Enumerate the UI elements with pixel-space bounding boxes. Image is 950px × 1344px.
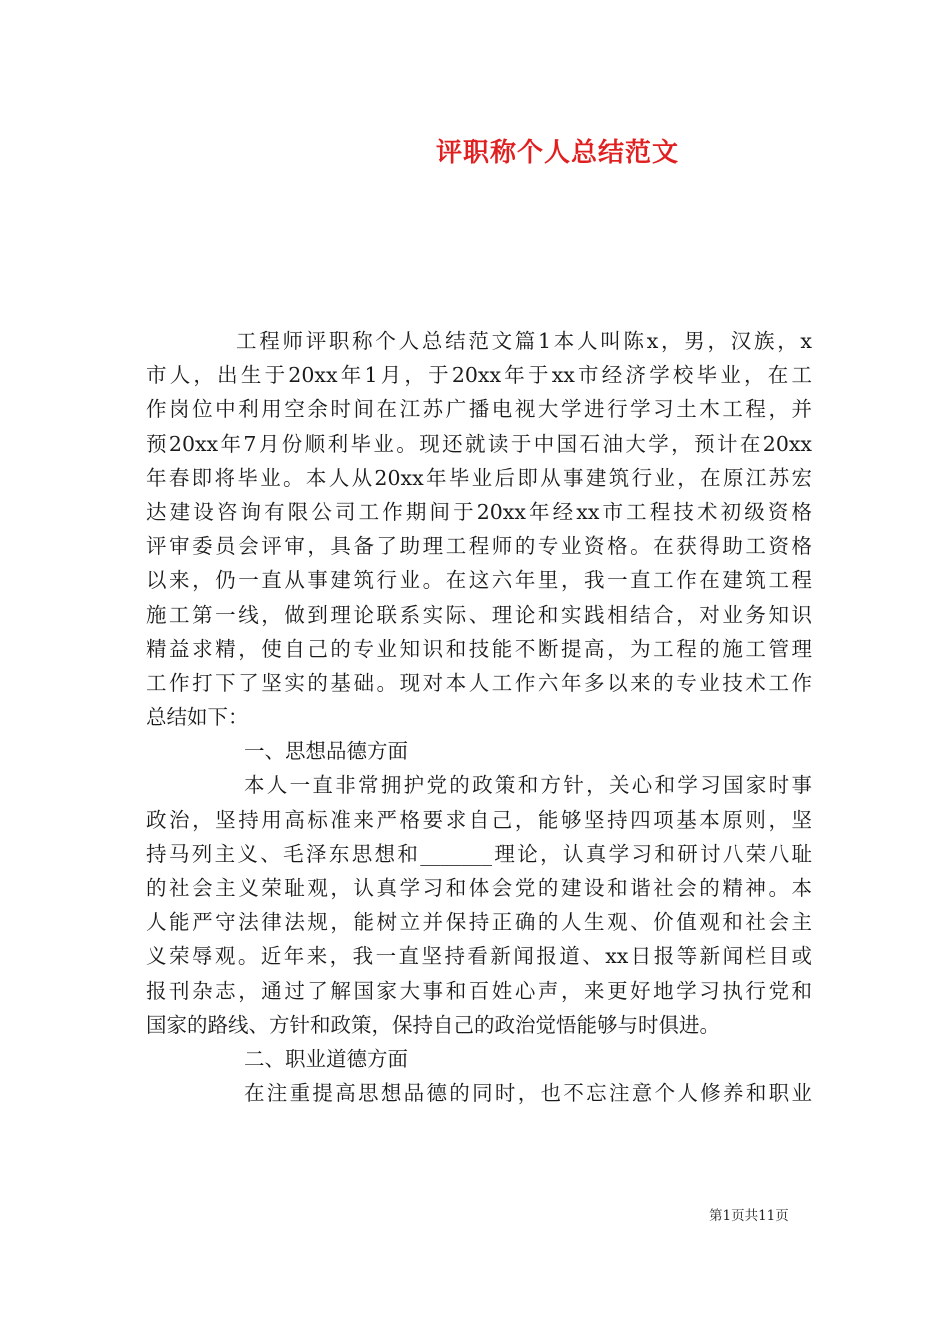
text-line: 二、职业道德方面 xyxy=(244,1046,408,1071)
text-line: 政治，坚持用高标准来严格要求自己，能够坚持四项基本原则，坚 xyxy=(146,807,812,832)
text-line: 本人一直非常拥护党的政策和方针，关心和学习国家时事 xyxy=(244,773,812,798)
text-line: 的社会主义荣耻观，认真学习和体会党的建设和谐社会的精神。本 xyxy=(146,876,812,900)
text-line: 年春即将毕业。本人从20xx年毕业后即从事建筑行业，在原江苏宏 xyxy=(146,465,812,490)
text-line: 施工第一线，做到理论联系实际、理论和实践相结合，对业务知识 xyxy=(146,602,812,627)
text-line: 国家的路线、方针和政策，保持自己的政治觉悟能够与时俱进。 xyxy=(146,1012,720,1037)
page-number: 第1页共11页 xyxy=(709,1208,789,1224)
text-line: 作岗位中利用空余时间在江苏广播电视大学进行学习土木工程，并 xyxy=(146,397,812,422)
text-line: 精益求精，使自己的专业知识和技能不断提高，为工程的施工管理 xyxy=(146,636,812,661)
text-line: 工作打下了坚实的基础。现对本人工作六年多以来的专业技术工作 xyxy=(146,670,812,695)
text-line: 市人，出生于20xx年1月，于20xx年于xx市经济学校毕业，在工 xyxy=(146,363,812,388)
text-line: 预20xx年7月份顺利毕业。现还就读于中国石油大学，预计在20xx xyxy=(146,431,812,456)
document-title: 评职称个人总结范文 xyxy=(435,138,679,168)
text-line: 达建设咨询有限公司工作期间于20xx年经xx市工程技术初级资格 xyxy=(146,499,812,524)
text-line: 评审委员会评审，具备了助理工程师的专业资格。在获得助工资格 xyxy=(146,534,812,559)
text-line: 一、思想品德方面 xyxy=(244,739,408,764)
text-line: 以来，仍一直从事建筑行业。在这六年里，我一直工作在建筑工程 xyxy=(146,568,812,593)
text-line: 义荣辱观。近年来，我一直坚持看新闻报道、xx日报等新闻栏目或 xyxy=(146,944,812,969)
text-line: 持马列主义、毛泽东思想和_______理论，认真学习和研讨八荣八耻 xyxy=(146,841,812,866)
text-line: 报刊杂志，通过了解国家大事和百姓心声，来更好地学习执行党和 xyxy=(146,978,812,1003)
text-line: 工程师评职称个人总结范文篇1本人叫陈x，男，汉族，x xyxy=(236,329,812,353)
text-line: 在注重提高思想品德的同时，也不忘注意个人修养和职业 xyxy=(244,1081,812,1106)
text-line: 人能严守法律法规，能树立并保持正确的人生观、价值观和社会主 xyxy=(146,910,812,935)
text-line: 总结如下： xyxy=(146,705,249,730)
document-body xyxy=(146,324,812,1110)
